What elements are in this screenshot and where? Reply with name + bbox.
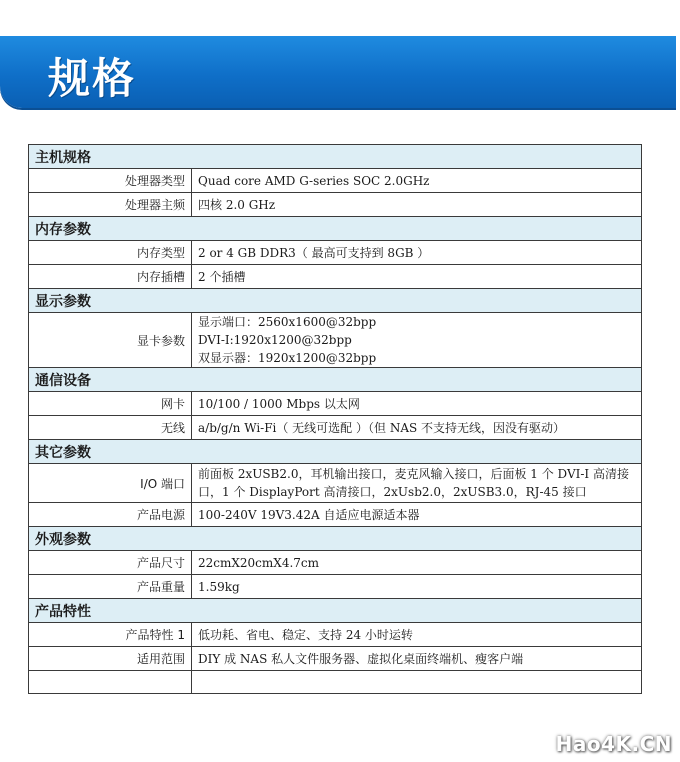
spec-value: 100-240V 19V3.42A 自适应电源适本器 — [192, 503, 642, 527]
table-row — [29, 416, 642, 440]
table-row — [29, 169, 642, 193]
spec-value: a/b/g/n Wi-Fi（ 无线可选配 ）（但 NAS 不支持无线，因没有驱动） — [192, 416, 642, 440]
table-row — [29, 575, 642, 599]
section-header: 其它参数 — [29, 440, 642, 464]
section-header: 主机规格 — [29, 145, 642, 169]
empty-row — [29, 671, 642, 694]
spec-label: 内存类型 — [29, 241, 192, 265]
spec-label: 无线 — [29, 416, 192, 440]
spec-value — [192, 313, 642, 368]
spec-value: 2 个插槽 — [192, 265, 642, 289]
section-header: 通信设备 — [29, 368, 642, 392]
page-title: 规格 — [48, 54, 137, 103]
spec-value: 低功耗、省电、稳定、支持 24 小时运转 — [192, 623, 642, 647]
spec-value: 10/100 / 1000 Mbps 以太网 — [192, 392, 642, 416]
watermark-logo: Hao4K.CN — [555, 732, 672, 756]
spec-label: 产品重量 — [29, 575, 192, 599]
spec-table — [28, 144, 642, 694]
table-row — [29, 503, 642, 527]
section-header: 外观参数 — [29, 527, 642, 551]
spec-label: 显卡参数 — [29, 313, 192, 368]
spec-value-line: 前面板 2xUSB2.0，耳机输出接口，麦克风输入接口，后面板 1 个 DVI-I 高清接 — [198, 467, 629, 481]
spec-value — [192, 464, 642, 503]
spec-label: 产品尺寸 — [29, 551, 192, 575]
spec-value: 2 or 4 GB DDR3（ 最高可支持到 8GB ） — [192, 241, 642, 265]
spec-label: 网卡 — [29, 392, 192, 416]
spec-label: 产品特性 1 — [29, 623, 192, 647]
spec-label — [29, 671, 192, 694]
spec-label: 内存插槽 — [29, 265, 192, 289]
header-banner — [0, 36, 676, 108]
spec-value: 22cmX20cmX4.7cm — [192, 551, 642, 575]
spec-label: 处理器主频 — [29, 193, 192, 217]
section-header: 产品特性 — [29, 599, 642, 623]
table-row — [29, 623, 642, 647]
spec-value: 1.59kg — [192, 575, 642, 599]
table-row — [29, 193, 642, 217]
spec-value: Quad core AMD G-series SOC 2.0GHz — [192, 169, 642, 193]
table-row — [29, 647, 642, 671]
spec-label: 适用范围 — [29, 647, 192, 671]
table-row — [29, 464, 642, 503]
section-header: 显示参数 — [29, 289, 642, 313]
spec-value-line: 显示端口：2560x1600@32bpp — [198, 315, 377, 329]
section-header: 内存参数 — [29, 217, 642, 241]
spec-value-line: DVI-I:1920x1200@32bpp — [198, 333, 352, 347]
spec-label: 产品电源 — [29, 503, 192, 527]
spec-value: 四核 2.0 GHz — [192, 193, 642, 217]
spec-label: I/O 端口 — [29, 464, 192, 503]
table-row — [29, 313, 642, 368]
spec-value-line: 口，1 个 DisplayPort 高清接口，2xUsb2.0，2xUSB3.0，RJ-45 接口 — [198, 485, 587, 499]
table-row — [29, 265, 642, 289]
table-row — [29, 241, 642, 265]
spec-value: DIY 成 NAS 私人文件服务器、虚拟化桌面终端机、瘦客户端 — [192, 647, 642, 671]
spec-value — [192, 671, 642, 694]
table-row — [29, 392, 642, 416]
table-row — [29, 551, 642, 575]
spec-value-line: 双显示器：1920x1200@32bpp — [198, 351, 377, 365]
spec-label: 处理器类型 — [29, 169, 192, 193]
